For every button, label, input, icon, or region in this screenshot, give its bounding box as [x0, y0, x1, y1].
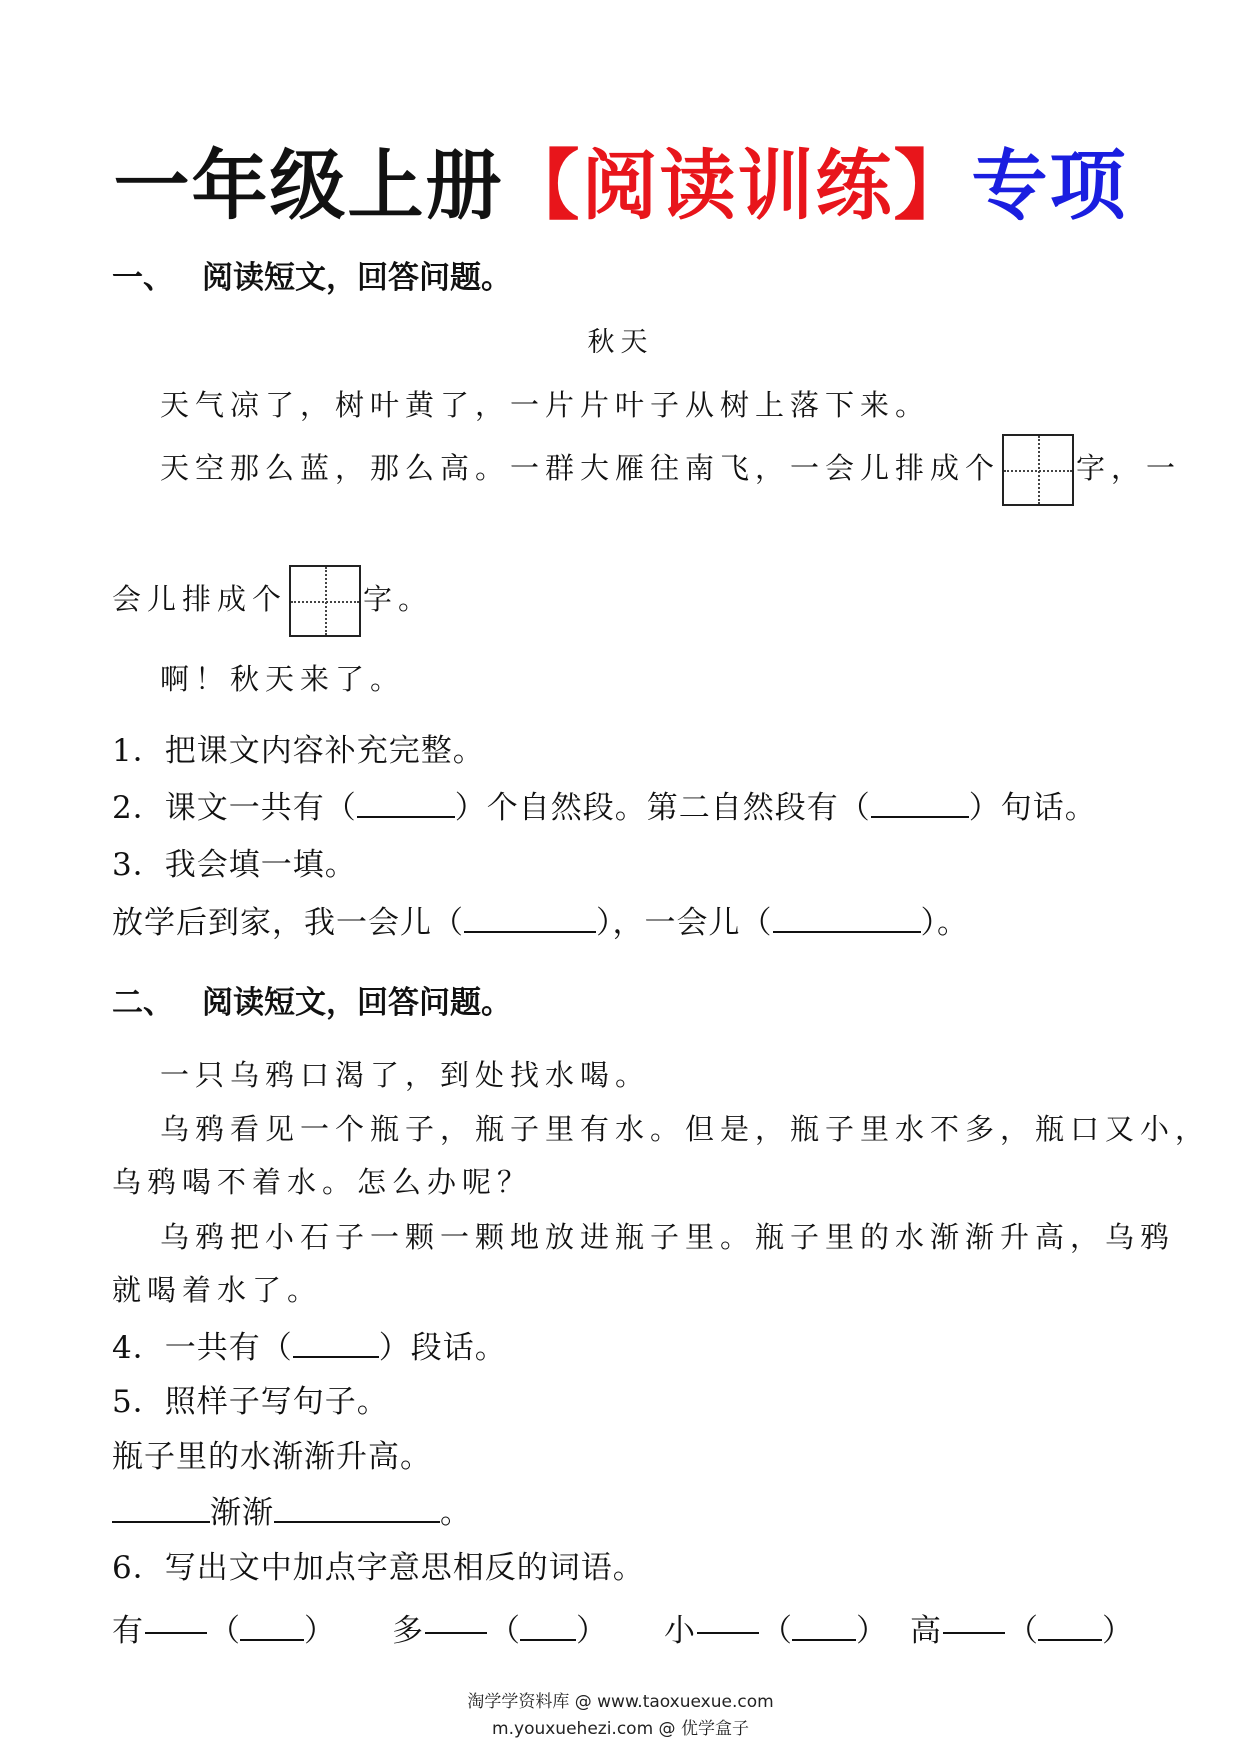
- question-3-part-b: ），一会儿（: [596, 905, 773, 941]
- question-2-part-b: ）个自然段。第二自然段有（: [454, 790, 871, 826]
- paren-open: （: [489, 1613, 520, 1649]
- story1-title: 秋天: [587, 327, 654, 358]
- story1-paragraph-3: 啊！秋天来了。: [160, 662, 406, 696]
- answer-blank-paragraph-count[interactable]: [357, 790, 455, 818]
- question-4: [112, 1322, 507, 1367]
- paren-open: （: [761, 1613, 792, 1649]
- story2-paragraph-2b: 乌鸦喝不着水。怎么办呢？: [112, 1165, 533, 1199]
- question-2-part-c: ）句话。: [968, 790, 1097, 826]
- title-topic: 【阅读训练】: [503, 141, 972, 230]
- story1-paragraph-1: 天气凉了，树叶黄了，一片片叶子从树上落下来。: [160, 388, 931, 422]
- story2-paragraph-1: 一只乌鸦口渴了，到处找水喝。: [160, 1058, 651, 1092]
- question-2-part-a: 2．课文一共有（: [112, 790, 357, 826]
- question-3-sentence: [112, 897, 969, 942]
- title-grade: 一年级上册: [113, 141, 504, 230]
- answer-blank-section-count[interactable]: [293, 1330, 379, 1358]
- story1-paragraph-2a-text: 天空那么蓝，那么高。一群大雁往南飞，一会儿排成个: [160, 451, 1001, 485]
- question-3-part-a: 放学后到家，我一会儿（: [112, 905, 464, 941]
- page-title: [0, 138, 1241, 234]
- question-2: [112, 782, 1097, 827]
- answer-blank-opposite-3[interactable]: [792, 1613, 856, 1641]
- section1-number: 一、: [112, 260, 174, 296]
- story2-paragraph-3b: 就喝着水了。: [112, 1273, 323, 1307]
- story1-paragraph-2d-text: 字。: [363, 582, 434, 616]
- opposite-item-1: [112, 1605, 335, 1650]
- paren-close: ）: [576, 1613, 607, 1649]
- story1-paragraph-2a: [160, 434, 1181, 506]
- answer-blank-sentence-count[interactable]: [871, 790, 969, 818]
- answer-blank-activity-1[interactable]: [464, 905, 596, 933]
- opposite-word: 多: [392, 1613, 423, 1649]
- section1-heading: [112, 252, 512, 297]
- answer-blank-opposite-1[interactable]: [240, 1613, 304, 1641]
- opposite-word: 小: [664, 1613, 695, 1649]
- story1-paragraph-2c: [112, 565, 433, 637]
- answer-blank-predicate[interactable]: [274, 1495, 440, 1523]
- story2-paragraph-2a: 乌鸦看见一个瓶子，瓶子里有水。但是，瓶子里水不多，瓶口又小，: [160, 1112, 1211, 1146]
- footer-line-1: 淘学学资料库 @ www.taoxuexue.com: [467, 1692, 774, 1712]
- question-1: 1．把课文内容补充完整。: [112, 733, 485, 769]
- opposite-item-2: [392, 1605, 607, 1650]
- answer-blank-opposite-2[interactable]: [520, 1613, 576, 1641]
- answer-blank-activity-2[interactable]: [773, 905, 921, 933]
- question-5-example: 瓶子里的水渐渐升高。: [112, 1439, 432, 1475]
- question-4-part-a: 4．一共有（: [112, 1330, 293, 1366]
- question-5-end: 。: [440, 1495, 472, 1531]
- question-5: 5．照样子写句子。: [112, 1384, 389, 1420]
- opposite-word: 有: [112, 1613, 143, 1649]
- footer-line-2: m.youxuehezi.com @ 优学盒子: [492, 1719, 749, 1739]
- question-3: 3．我会填一填。: [112, 847, 357, 883]
- story1-paragraph-2c-text: 会儿排成个: [112, 582, 288, 616]
- section2-number: 二、: [112, 985, 174, 1021]
- paren-close: ）: [856, 1613, 887, 1649]
- opposite-item-4: [910, 1605, 1133, 1650]
- question-4-part-b: ）段话。: [378, 1330, 507, 1366]
- section2-heading-text: 阅读短文，回答问题。: [202, 985, 512, 1021]
- paren-close: ）: [304, 1613, 335, 1649]
- paren-open: （: [209, 1613, 240, 1649]
- section1-heading-text: 阅读短文，回答问题。: [202, 260, 512, 296]
- question-5-keyword: 渐渐: [210, 1495, 274, 1531]
- title-suffix: 专项: [971, 141, 1128, 230]
- paren-close: ）: [1102, 1613, 1133, 1649]
- question-5-answer: [112, 1487, 472, 1532]
- question-3-part-c: ）。: [920, 905, 969, 941]
- answer-blank-opposite-4[interactable]: [1038, 1613, 1102, 1641]
- question-6: 6．写出文中加点字意思相反的词语。: [112, 1550, 645, 1586]
- opposite-word: 高: [910, 1613, 941, 1649]
- opposite-item-3: [664, 1605, 887, 1650]
- story2-paragraph-3a: 乌鸦把小石子一颗一颗地放进瓶子里。瓶子里的水渐渐升高，乌鸦: [160, 1220, 1176, 1254]
- story1-paragraph-2b-text: 字，一: [1076, 451, 1182, 485]
- character-grid-box-2[interactable]: [289, 565, 361, 637]
- section2-heading: [112, 977, 512, 1022]
- paren-open: （: [1007, 1613, 1038, 1649]
- character-grid-box-1[interactable]: [1002, 434, 1074, 506]
- answer-blank-subject[interactable]: [112, 1495, 210, 1523]
